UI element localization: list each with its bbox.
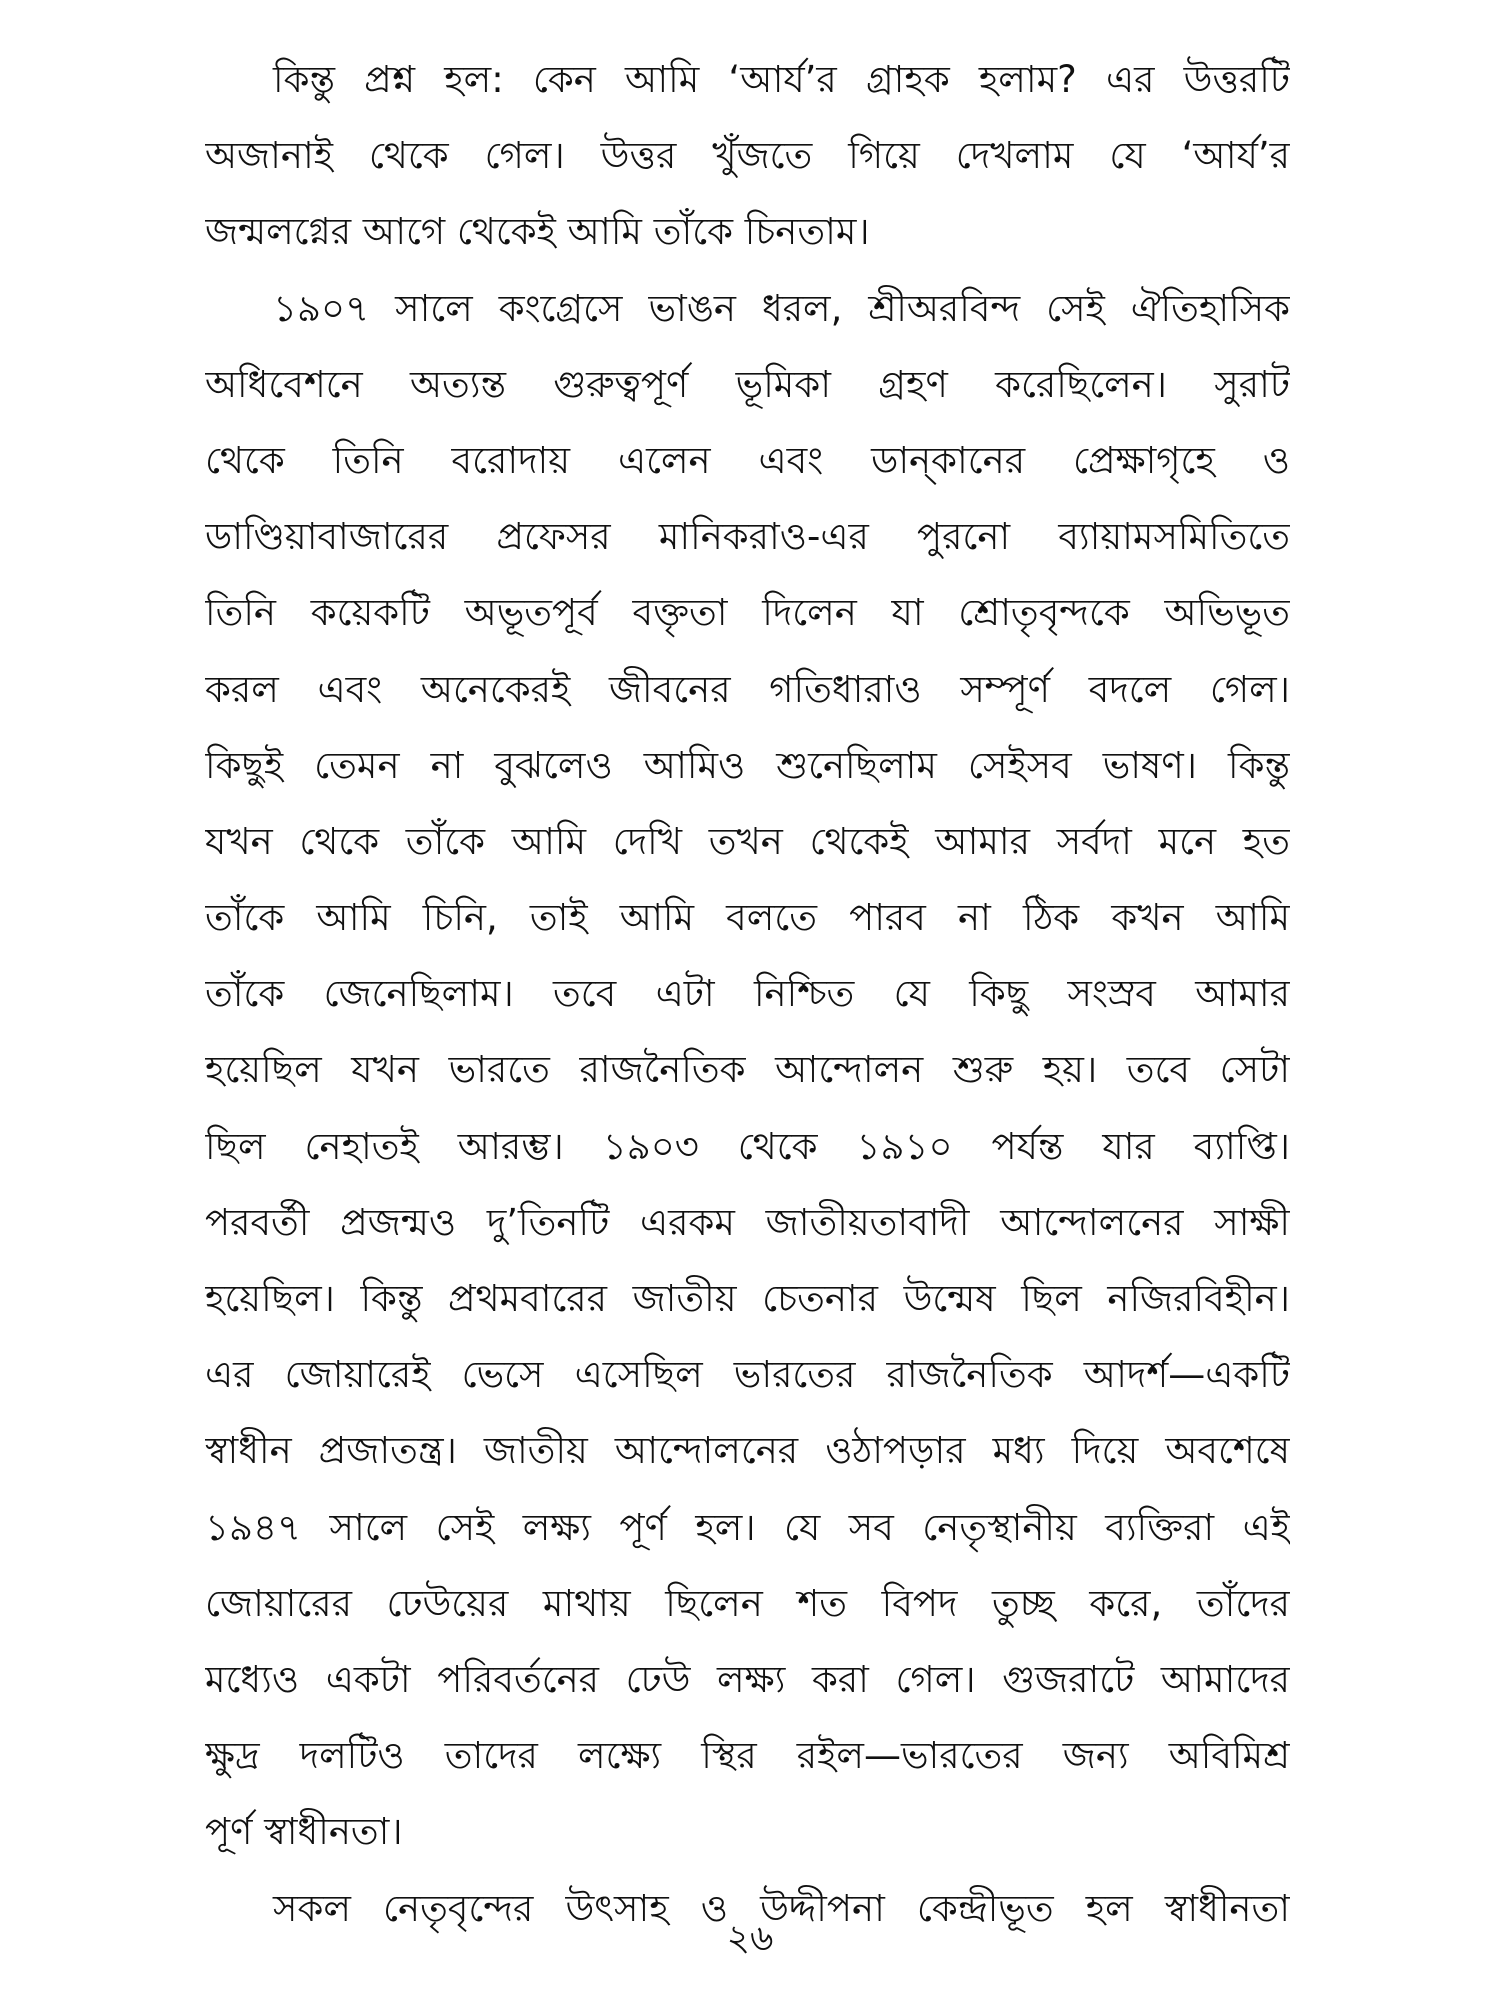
- text-line: তাঁকে আমি চিনি, তাই আমি বলতে পারব না ঠিক কখন আমি: [205, 896, 1290, 940]
- text-line: ছিল নেহাতই আরম্ভ। ১৯০৩ থেকে ১৯১০ পর্যন্ত যার ব্যাপ্তি।: [205, 1124, 1290, 1168]
- text-line: ক্ষুদ্র দলটিও তাদের লক্ষ্যে স্থির রইল—ভারতের জন্য অবিমিশ্র: [205, 1734, 1290, 1778]
- text-line: তিনি কয়েকটি অভূতপূর্ব বক্তৃতা দিলেন যা শ্রোতৃবৃন্দকে অভিভূত: [205, 591, 1290, 635]
- text-line: এর জোয়ারেই ভেসে এসেছিল ভারতের রাজনৈতিক আদর্শ—একটি: [205, 1353, 1290, 1397]
- text-line: ডাণ্ডিয়াবাজারের প্রফেসর মানিকরাও-এর পুরনো ব্যায়ামসমিতিতে: [205, 515, 1290, 559]
- text-line: মধ্যেও একটা পরিবর্তনের ঢেউ লক্ষ্য করা গেল। গুজরাটে আমাদের: [205, 1657, 1290, 1701]
- text-line: ১৯৪৭ সালে সেই লক্ষ্য পূর্ণ হল। যে সব নেতৃস্থানীয় ব্যক্তিরা এই: [205, 1505, 1290, 1549]
- text-line: পূর্ণ স্বাধীনতা।: [205, 1810, 403, 1854]
- page-number: ২৬: [726, 1918, 774, 1959]
- text-line: সকল নেতৃবৃন্দের উৎসাহ ও উদ্দীপনা কেন্দ্রীভূত হল স্বাধীনতা: [273, 1886, 1290, 1930]
- body-text: [205, 42, 1290, 1947]
- text-line: থেকে তিনি বরোদায় এলেন এবং ডান্‌কানের প্রেক্ষাগৃহে ও: [205, 438, 1290, 482]
- text-line: হয়েছিল। কিন্তু প্রথমবারের জাতীয় চেতনার উন্মেষ ছিল নজিরবিহীন।: [205, 1277, 1290, 1320]
- text-line: স্বাধীন প্রজাতন্ত্র। জাতীয় আন্দোলনের ওঠাপড়ার মধ্য দিয়ে অবশেষে: [205, 1429, 1290, 1473]
- text-line: কিন্তু প্রশ্ন হল: কেন আমি ‘আর্য’র গ্রাহক হলাম? এর উত্তরটি: [273, 58, 1290, 101]
- text-line: অজানাই থেকে গেল। উত্তর খুঁজতে গিয়ে দেখলাম যে ‘আর্য’র: [205, 134, 1290, 178]
- text-line: হয়েছিল যখন ভারতে রাজনৈতিক আন্দোলন শুরু হয়। তবে সেটা: [205, 1048, 1290, 1092]
- text-line: জোয়ারের ঢেউয়ের মাথায় ছিলেন শত বিপদ তুচ্ছ করে, তাঁদের: [205, 1581, 1290, 1625]
- text-line: পরবর্তী প্রজন্মও দু’তিনটি এরকম জাতীয়তাবাদী আন্দোলনের সাক্ষী: [205, 1200, 1290, 1244]
- text-line: ১৯০৭ সালে কংগ্রেসে ভাঙন ধরল, শ্রীঅরবিন্দ সেই ঐতিহাসিক: [273, 286, 1290, 330]
- text-line: তাঁকে জেনেছিলাম। তবে এটা নিশ্চিত যে কিছু সংস্রব আমার: [205, 972, 1290, 1016]
- text-line: জন্মলগ্নের আগে থেকেই আমি তাঁকে চিনতাম।: [205, 210, 870, 254]
- text-line: করল এবং অনেকেরই জীবনের গতিধারাও সম্পূর্ণ বদলে গেল।: [205, 667, 1290, 711]
- text-line: যখন থেকে তাঁকে আমি দেখি তখন থেকেই আমার সর্বদা মনে হত: [205, 819, 1290, 863]
- text-line: কিছুই তেমন না বুঝলেও আমিও শুনেছিলাম সেইসব ভাষণ। কিন্তু: [205, 743, 1290, 787]
- text-line: অধিবেশনে অত্যন্ত গুরুত্বপূর্ণ ভূমিকা গ্রহণ করেছিলেন। সুরাট: [205, 362, 1290, 406]
